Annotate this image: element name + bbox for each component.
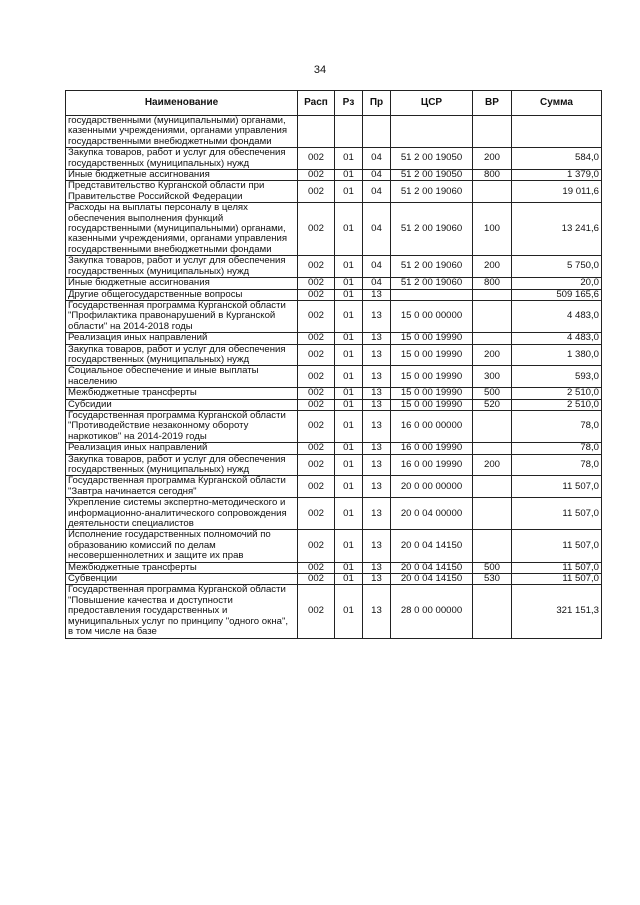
row-rasp: 002 bbox=[298, 574, 335, 585]
row-rz: 01 bbox=[335, 170, 363, 181]
table-row bbox=[66, 443, 602, 454]
row-sum: 593,0 bbox=[512, 366, 602, 388]
row-sum: 1 379,0 bbox=[512, 170, 602, 181]
row-rz: 01 bbox=[335, 203, 363, 256]
row-vr: 530 bbox=[473, 574, 512, 585]
row-rasp: 002 bbox=[298, 399, 335, 410]
row-sum: 2 510,0 bbox=[512, 399, 602, 410]
table-row bbox=[66, 344, 602, 366]
row-name: Закупка товаров, работ и услуг для обеспечения государственных (муниципальных) нужд bbox=[66, 344, 298, 366]
row-sum bbox=[512, 116, 602, 148]
table-row bbox=[66, 116, 602, 148]
row-name: Закупка товаров, работ и услуг для обеспечения государственных (муниципальных) нужд bbox=[66, 148, 298, 170]
row-name: Субвенции bbox=[66, 574, 298, 585]
row-name: Межбюджетные трансферты bbox=[66, 388, 298, 399]
row-pr: 13 bbox=[363, 562, 391, 573]
row-pr: 13 bbox=[363, 574, 391, 585]
row-rasp: 002 bbox=[298, 289, 335, 300]
row-name: Государственная программа Курганской области "Завтра начинается сегодня" bbox=[66, 476, 298, 498]
row-rasp bbox=[298, 116, 335, 148]
row-sum: 4 483,0 bbox=[512, 300, 602, 332]
row-vr: 200 bbox=[473, 454, 512, 476]
table-row bbox=[66, 388, 602, 399]
row-rz: 01 bbox=[335, 410, 363, 442]
row-name: Закупка товаров, работ и услуг для обеспечения государственных (муниципальных) нужд bbox=[66, 454, 298, 476]
row-rz: 01 bbox=[335, 574, 363, 585]
row-rasp: 002 bbox=[298, 410, 335, 442]
row-rasp: 002 bbox=[298, 443, 335, 454]
table-row bbox=[66, 562, 602, 573]
row-rz: 01 bbox=[335, 443, 363, 454]
header-vr: ВР bbox=[473, 91, 512, 116]
row-csr: 51 2 00 19060 bbox=[391, 278, 473, 289]
row-csr: 15 0 00 19990 bbox=[391, 366, 473, 388]
row-name: Реализация иных направлений bbox=[66, 443, 298, 454]
row-rz: 01 bbox=[335, 181, 363, 203]
row-name: Исполнение государственных полномочий по образованию комиссий по делам несовершеннолетних и защите их прав bbox=[66, 530, 298, 562]
row-name: Субсидии bbox=[66, 399, 298, 410]
row-sum: 11 507,0 bbox=[512, 498, 602, 530]
table-row bbox=[66, 181, 602, 203]
row-rasp: 002 bbox=[298, 498, 335, 530]
row-pr: 13 bbox=[363, 300, 391, 332]
row-vr bbox=[473, 443, 512, 454]
row-vr: 520 bbox=[473, 399, 512, 410]
row-sum: 78,0 bbox=[512, 410, 602, 442]
row-vr bbox=[473, 476, 512, 498]
row-sum: 78,0 bbox=[512, 443, 602, 454]
row-vr: 300 bbox=[473, 366, 512, 388]
row-rz: 01 bbox=[335, 344, 363, 366]
row-pr: 13 bbox=[363, 443, 391, 454]
table-row bbox=[66, 454, 602, 476]
row-name: Другие общегосударственные вопросы bbox=[66, 289, 298, 300]
page-number: 34 bbox=[313, 64, 327, 76]
row-sum: 4 483,0 bbox=[512, 333, 602, 344]
row-sum: 78,0 bbox=[512, 454, 602, 476]
table-row bbox=[66, 399, 602, 410]
row-csr: 15 0 00 19990 bbox=[391, 333, 473, 344]
table-row bbox=[66, 476, 602, 498]
row-vr: 500 bbox=[473, 388, 512, 399]
row-vr bbox=[473, 181, 512, 203]
row-rasp: 002 bbox=[298, 181, 335, 203]
table-row bbox=[66, 289, 602, 300]
row-vr bbox=[473, 333, 512, 344]
row-rz: 01 bbox=[335, 333, 363, 344]
row-sum: 13 241,6 bbox=[512, 203, 602, 256]
table-row bbox=[66, 278, 602, 289]
row-rz: 01 bbox=[335, 278, 363, 289]
row-pr: 04 bbox=[363, 278, 391, 289]
row-pr: 13 bbox=[363, 585, 391, 638]
table-row bbox=[66, 530, 602, 562]
row-csr: 16 0 00 00000 bbox=[391, 410, 473, 442]
row-rasp: 002 bbox=[298, 530, 335, 562]
row-csr: 51 2 00 19050 bbox=[391, 170, 473, 181]
row-vr: 500 bbox=[473, 562, 512, 573]
row-rz: 01 bbox=[335, 498, 363, 530]
row-vr: 200 bbox=[473, 256, 512, 278]
row-sum: 2 510,0 bbox=[512, 388, 602, 399]
row-pr: 04 bbox=[363, 170, 391, 181]
table-row bbox=[66, 203, 602, 256]
row-rz: 01 bbox=[335, 300, 363, 332]
row-rasp: 002 bbox=[298, 454, 335, 476]
table-row bbox=[66, 498, 602, 530]
row-vr: 100 bbox=[473, 203, 512, 256]
table-row bbox=[66, 300, 602, 332]
row-pr: 13 bbox=[363, 366, 391, 388]
row-pr: 13 bbox=[363, 454, 391, 476]
row-name: Социальное обеспечение и иные выплаты населению bbox=[66, 366, 298, 388]
row-rz: 01 bbox=[335, 256, 363, 278]
row-sum: 11 507,0 bbox=[512, 530, 602, 562]
row-pr: 13 bbox=[363, 388, 391, 399]
row-name: Укрепление системы экспертно-методического и информационно-аналитического сопровождения деятельности специалистов bbox=[66, 498, 298, 530]
row-pr: 04 bbox=[363, 181, 391, 203]
row-pr: 04 bbox=[363, 203, 391, 256]
row-csr: 15 0 00 00000 bbox=[391, 300, 473, 332]
row-pr: 13 bbox=[363, 410, 391, 442]
row-vr: 800 bbox=[473, 278, 512, 289]
row-sum: 19 011,6 bbox=[512, 181, 602, 203]
row-name: Реализация иных направлений bbox=[66, 333, 298, 344]
table-row bbox=[66, 366, 602, 388]
row-name: Государственная программа Курганской области "Профилактика правонарушений в Курганской области" на 2014-2018 годы bbox=[66, 300, 298, 332]
row-pr: 13 bbox=[363, 399, 391, 410]
row-pr: 13 bbox=[363, 289, 391, 300]
header-name: Наименование bbox=[66, 91, 298, 116]
row-vr: 800 bbox=[473, 170, 512, 181]
row-rz bbox=[335, 116, 363, 148]
row-pr: 13 bbox=[363, 530, 391, 562]
row-sum: 11 507,0 bbox=[512, 574, 602, 585]
row-csr: 15 0 00 19990 bbox=[391, 388, 473, 399]
row-rasp: 002 bbox=[298, 256, 335, 278]
table-row bbox=[66, 410, 602, 442]
row-rasp: 002 bbox=[298, 585, 335, 638]
row-vr: 200 bbox=[473, 344, 512, 366]
row-sum: 321 151,3 bbox=[512, 585, 602, 638]
table-row bbox=[66, 574, 602, 585]
row-sum: 11 507,0 bbox=[512, 476, 602, 498]
row-name: Государственная программа Курганской области "Повышение качества и доступности предоставления государственных и муниципальных услуг по принципу "одного окна", в том числе на базе bbox=[66, 585, 298, 638]
row-rz: 01 bbox=[335, 454, 363, 476]
table-row bbox=[66, 148, 602, 170]
row-pr: 13 bbox=[363, 476, 391, 498]
row-rz: 01 bbox=[335, 476, 363, 498]
budget-table bbox=[65, 90, 602, 639]
row-rz: 01 bbox=[335, 585, 363, 638]
row-csr: 51 2 00 19060 bbox=[391, 256, 473, 278]
row-name: Иные бюджетные ассигнования bbox=[66, 170, 298, 181]
row-csr: 20 0 00 00000 bbox=[391, 476, 473, 498]
row-csr bbox=[391, 116, 473, 148]
header-csr: ЦСР bbox=[391, 91, 473, 116]
row-name: Закупка товаров, работ и услуг для обеспечения государственных (муниципальных) нужд bbox=[66, 256, 298, 278]
row-sum: 20,0 bbox=[512, 278, 602, 289]
row-pr: 13 bbox=[363, 333, 391, 344]
row-vr bbox=[473, 289, 512, 300]
table-row bbox=[66, 170, 602, 181]
row-csr: 15 0 00 19990 bbox=[391, 344, 473, 366]
row-name: Расходы на выплаты персоналу в целях обеспечения выполнения функций государственными (муниципальными) органами, казенными учреждениями, органами управления государственными внебюджетными фондами bbox=[66, 203, 298, 256]
row-vr bbox=[473, 585, 512, 638]
table-row bbox=[66, 585, 602, 638]
table-row bbox=[66, 333, 602, 344]
row-rasp: 002 bbox=[298, 562, 335, 573]
row-sum: 584,0 bbox=[512, 148, 602, 170]
row-vr bbox=[473, 116, 512, 148]
header-pr: Пр bbox=[363, 91, 391, 116]
row-csr: 15 0 00 19990 bbox=[391, 399, 473, 410]
row-rz: 01 bbox=[335, 388, 363, 399]
row-rz: 01 bbox=[335, 399, 363, 410]
row-csr: 20 0 04 14150 bbox=[391, 562, 473, 573]
row-pr: 04 bbox=[363, 256, 391, 278]
row-rz: 01 bbox=[335, 289, 363, 300]
header-rasp: Расп bbox=[298, 91, 335, 116]
row-csr: 51 2 00 19050 bbox=[391, 148, 473, 170]
row-name: Иные бюджетные ассигнования bbox=[66, 278, 298, 289]
row-sum: 1 380,0 bbox=[512, 344, 602, 366]
row-vr bbox=[473, 498, 512, 530]
row-vr: 200 bbox=[473, 148, 512, 170]
row-name: Представительство Курганской области при Правительстве Российской Федерации bbox=[66, 181, 298, 203]
row-csr: 20 0 04 00000 bbox=[391, 498, 473, 530]
row-rasp: 002 bbox=[298, 300, 335, 332]
table-row bbox=[66, 256, 602, 278]
row-csr: 20 0 04 14150 bbox=[391, 530, 473, 562]
row-csr: 16 0 00 19990 bbox=[391, 454, 473, 476]
row-rasp: 002 bbox=[298, 333, 335, 344]
header-sum: Сумма bbox=[512, 91, 602, 116]
row-csr: 16 0 00 19990 bbox=[391, 443, 473, 454]
header-rz: Рз bbox=[335, 91, 363, 116]
row-name: Межбюджетные трансферты bbox=[66, 562, 298, 573]
row-pr: 13 bbox=[363, 498, 391, 530]
row-rz: 01 bbox=[335, 562, 363, 573]
row-rz: 01 bbox=[335, 366, 363, 388]
row-csr: 51 2 00 19060 bbox=[391, 203, 473, 256]
row-rz: 01 bbox=[335, 148, 363, 170]
row-vr bbox=[473, 530, 512, 562]
row-pr: 04 bbox=[363, 148, 391, 170]
row-name: государственными (муниципальными) органами, казенными учреждениями, органами управления государственными внебюджетными фондами bbox=[66, 116, 298, 148]
row-rz: 01 bbox=[335, 530, 363, 562]
table-header-row bbox=[66, 91, 602, 116]
row-sum: 5 750,0 bbox=[512, 256, 602, 278]
row-csr bbox=[391, 289, 473, 300]
row-sum: 509 165,6 bbox=[512, 289, 602, 300]
row-rasp: 002 bbox=[298, 344, 335, 366]
row-rasp: 002 bbox=[298, 388, 335, 399]
row-rasp: 002 bbox=[298, 148, 335, 170]
row-vr bbox=[473, 410, 512, 442]
row-csr: 20 0 04 14150 bbox=[391, 574, 473, 585]
row-name: Государственная программа Курганской области "Противодействие незаконному обороту наркотиков" на 2014-2019 годы bbox=[66, 410, 298, 442]
row-csr: 28 0 00 00000 bbox=[391, 585, 473, 638]
row-pr bbox=[363, 116, 391, 148]
row-rasp: 002 bbox=[298, 278, 335, 289]
row-rasp: 002 bbox=[298, 170, 335, 181]
row-sum: 11 507,0 bbox=[512, 562, 602, 573]
row-rasp: 002 bbox=[298, 366, 335, 388]
row-rasp: 002 bbox=[298, 476, 335, 498]
row-vr bbox=[473, 300, 512, 332]
row-rasp: 002 bbox=[298, 203, 335, 256]
row-csr: 51 2 00 19060 bbox=[391, 181, 473, 203]
row-pr: 13 bbox=[363, 344, 391, 366]
